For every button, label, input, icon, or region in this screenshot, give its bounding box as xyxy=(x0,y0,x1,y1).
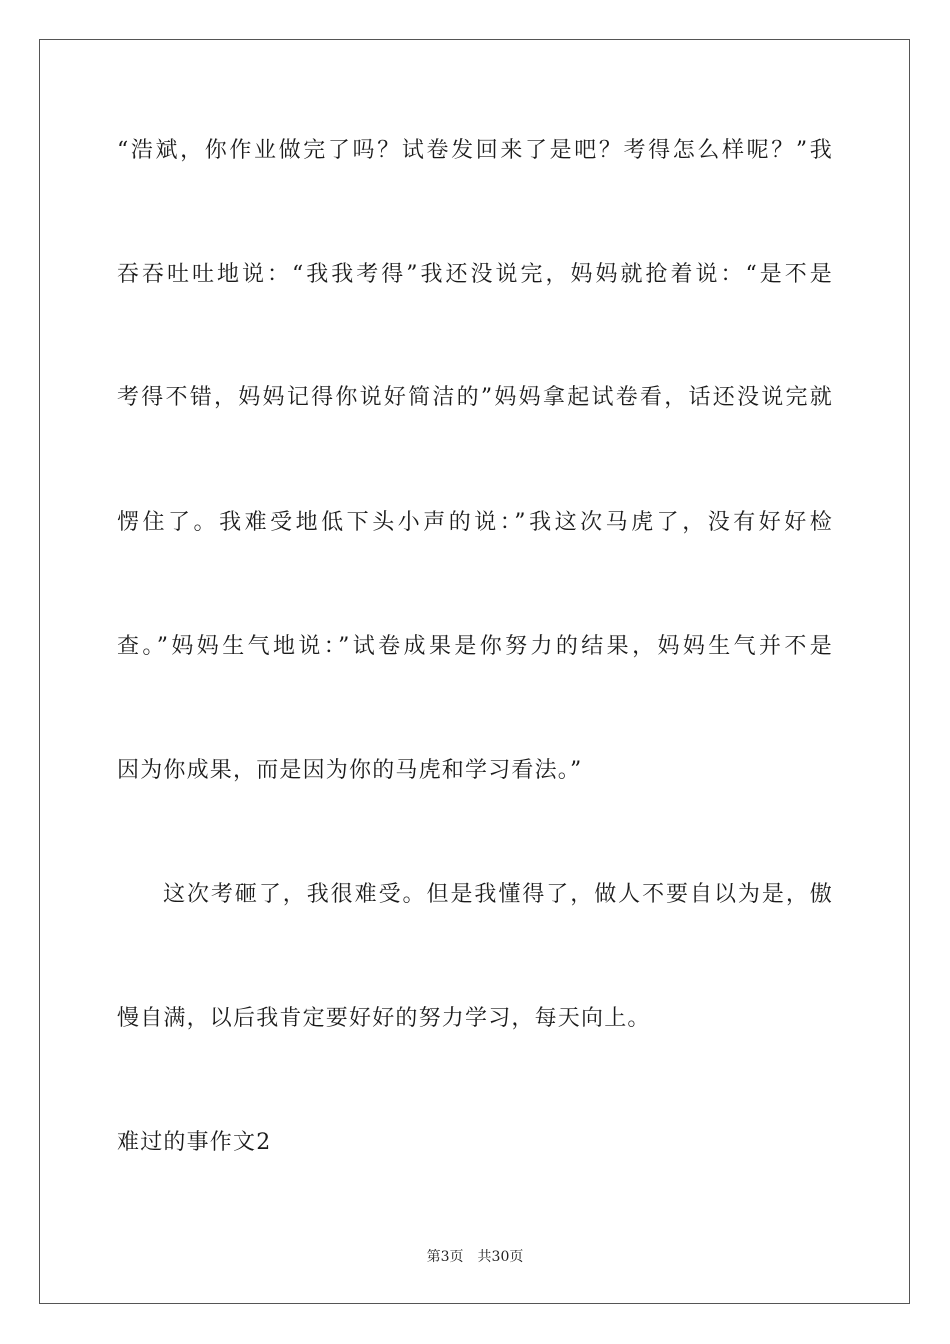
body-text-line-8: 慢自满，以后我肯定要好好的努力学习，每天向上。 xyxy=(117,1006,651,1031)
page-footer xyxy=(0,1246,950,1266)
body-text-line-3: 考得不错，妈妈记得你说好简洁的”妈妈拿起试卷看，话还没说完就 xyxy=(117,385,833,410)
body-text-line-6: 因为你成果，而是因为你的马虎和学习看法。” xyxy=(117,758,583,783)
page-border xyxy=(39,39,910,1304)
body-text-line-2: 吞吞吐吐地说：“我我考得”我还没说完，妈妈就抢着说：“是不是 xyxy=(117,262,833,287)
section-heading: 难过的事作文2 xyxy=(117,1130,272,1155)
page-number: 第3页 xyxy=(426,1249,464,1265)
body-text-line-7: 这次考砸了，我很难受。但是我懂得了，做人不要自以为是，傲 xyxy=(163,882,833,907)
page-total: 共30页 xyxy=(477,1249,524,1265)
body-text-line-1: “浩斌，你作业做完了吗？试卷发回来了是吧？考得怎么样呢？”我 xyxy=(117,138,833,163)
body-text-line-5: 查。”妈妈生气地说：”试卷成果是你努力的结果，妈妈生气并不是 xyxy=(117,634,833,659)
body-text-line-4: 愣住了。我难受地低下头小声的说：”我这次马虎了，没有好好检 xyxy=(117,510,833,535)
